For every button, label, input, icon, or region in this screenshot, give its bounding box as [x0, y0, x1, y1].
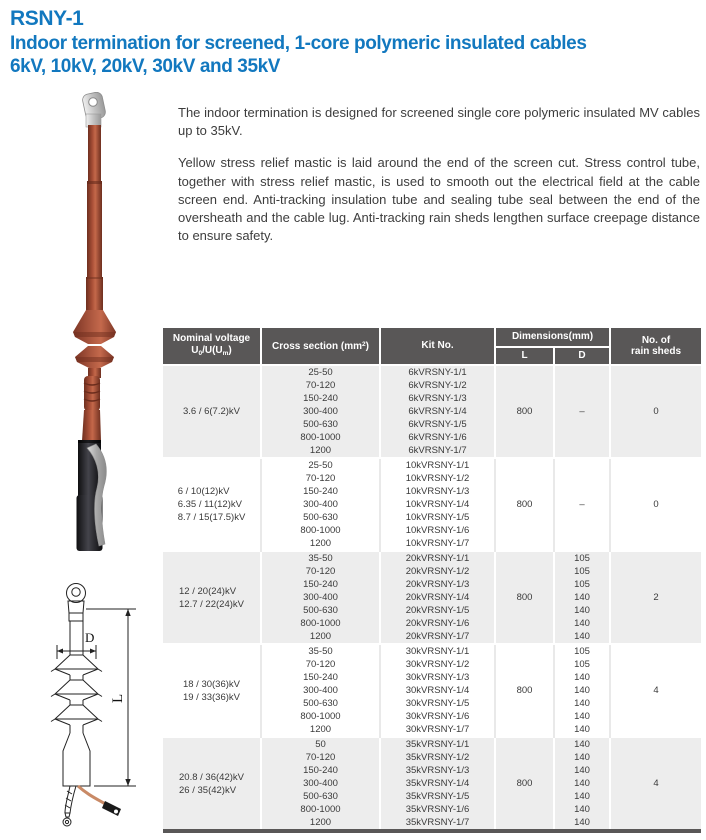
product-code: RSNY-1 — [10, 7, 84, 30]
cell-kit-numbers: 20kVRSNY-1/1 20kVRSNY-1/2 20kVRSNY-1/3 20kVRSNY-1/4 20kVRSNY-1/5 20kVRSNY-1/6 20kVRSNY-1/7 — [380, 551, 495, 644]
cell-rain-sheds: 4 — [610, 737, 701, 831]
cell-cross-sections: 35-50 70-120 150-240 300-400 500-630 800-1000 1200 — [261, 644, 380, 737]
cell-cross-sections: 25-50 70-120 150-240 300-400 500-630 800-1000 1200 — [261, 458, 380, 551]
cell-length-l: 800 — [495, 737, 554, 831]
page-header — [10, 5, 702, 78]
spec-table — [163, 328, 701, 833]
cell-diameter-d: 105 105 140 140 140 140 140 — [554, 644, 610, 737]
intro-paragraph-2: Yellow stress relief mastic is laid around the end of the screen cut. Stress control tube, together with stress relief mastic, is used to smooth out the electrical field at the cable screen end. Anti-tracking insulation tube and sealing tube seal between the end of the oversheath and the cable lug. Anti-tracking rain sheds lengthen surface creepage distance to ensure safety. — [178, 155, 700, 244]
cell-length-l: 800 — [495, 644, 554, 737]
cell-nominal-voltage: 12 / 20(24)kV 12.7 / 22(24)kV — [179, 585, 244, 610]
cell-cross-sections: 50 70-120 150-240 300-400 500-630 800-1000 1200 — [261, 737, 380, 831]
col-header-l: L — [495, 347, 554, 365]
cell-length-l: 800 — [495, 458, 554, 551]
cell-cross-sections: 35-50 70-120 150-240 300-400 500-630 800-1000 1200 — [261, 551, 380, 644]
drawing-body — [63, 733, 90, 786]
dimension-d-label: D — [85, 630, 95, 645]
drawing-lug-barrel — [68, 601, 84, 621]
table-row — [163, 458, 701, 551]
col-header-rain-sheds: No. of rain sheds — [610, 328, 701, 365]
sealing-tube — [82, 368, 101, 441]
cell-nominal-voltage: 3.6 / 6(7.2)kV — [182, 406, 241, 417]
cell-diameter-d: 105 105 105 140 140 140 140 — [554, 551, 610, 644]
drawing-tube — [70, 621, 83, 655]
table-row — [163, 644, 701, 737]
page-title-voltages: 6kV, 10kV, 20kV, 30kV and 35kV — [10, 56, 281, 77]
spec-table-header — [163, 328, 701, 365]
cell-rain-sheds: 0 — [610, 365, 701, 458]
cell-nominal-voltage: 20.8 / 36(42)kV 26 / 35(42)kV — [179, 771, 244, 796]
drawing-lug-ring — [67, 584, 86, 603]
table-row — [163, 365, 701, 458]
cell-length-l: 800 — [495, 365, 554, 458]
table-row — [163, 551, 701, 644]
rain-sheds — [73, 310, 116, 368]
cell-diameter-d: – — [554, 458, 610, 551]
col-header-kit-no: Kit No. — [380, 328, 495, 365]
col-header-dimensions: Dimensions(mm) — [495, 328, 610, 347]
drawing-earth-braid — [65, 786, 76, 817]
cell-kit-numbers: 10kVRSNY-1/1 10kVRSNY-1/2 10kVRSNY-1/3 10kVRSNY-1/4 10kVRSNY-1/5 10kVRSNY-1/6 10kVRSNY-1/7 — [380, 458, 495, 551]
cell-rain-sheds: 2 — [610, 551, 701, 644]
intro-paragraph-1: The indoor termination is designed for screened single core polymeric insulated MV cables up to 35kV. — [178, 105, 700, 139]
cell-kit-numbers: 30kVRSNY-1/1 30kVRSNY-1/2 30kVRSNY-1/3 30kVRSNY-1/4 30kVRSNY-1/5 30kVRSNY-1/6 30kVRSNY-1/7 — [380, 644, 495, 737]
drawing-copper-wire — [78, 786, 107, 805]
col-header-d: D — [554, 347, 610, 365]
termination-drawing — [10, 583, 155, 838]
cell-diameter-d: – — [554, 365, 610, 458]
termination-photo — [20, 92, 170, 562]
col-header-cross-section: Cross section $(mm^2)$ — [261, 328, 380, 365]
cell-diameter-d: 140 140 140 140 140 140 140 — [554, 737, 610, 831]
spec-table-body — [163, 365, 701, 831]
anti-tracking-tube — [86, 125, 103, 310]
cell-length-l: 800 — [495, 551, 554, 644]
intro-text — [178, 104, 700, 259]
drawing-wire-lug — [102, 801, 121, 816]
cable-lug-metal — [82, 92, 107, 127]
page-title: Indoor termination for screened, 1-core polymeric insulated cables — [10, 33, 587, 54]
cell-nominal-voltage: 18 / 30(36)kV 19 / 33(36)kV — [182, 678, 241, 703]
cell-kit-numbers: 6kVRSNY-1/1 6kVRSNY-1/2 6kVRSNY-1/3 6kVRSNY-1/4 6kVRSNY-1/5 6kVRSNY-1/6 6kVRSNY-1/7 — [380, 365, 495, 458]
cell-cross-sections: 25-50 70-120 150-240 300-400 500-630 800-1000 1200 — [261, 365, 380, 458]
cell-nominal-voltage: 6 / 10(12)kV 6.35 / 11(12)kV 8.7 / 15(17.5)kV — [177, 486, 246, 523]
cell-kit-numbers: 35kVRSNY-1/1 35kVRSNY-1/2 35kVRSNY-1/3 35kVRSNY-1/4 35kVRSNY-1/5 35kVRSNY-1/6 35kVRSNY-1/7 — [380, 737, 495, 831]
col-header-voltage: Nominal voltage $U_0/U(U_m)$ — [163, 328, 261, 365]
dimension-l-label: L — [110, 693, 126, 703]
table-row — [163, 737, 701, 831]
cell-rain-sheds: 0 — [610, 458, 701, 551]
cell-rain-sheds: 4 — [610, 644, 701, 737]
